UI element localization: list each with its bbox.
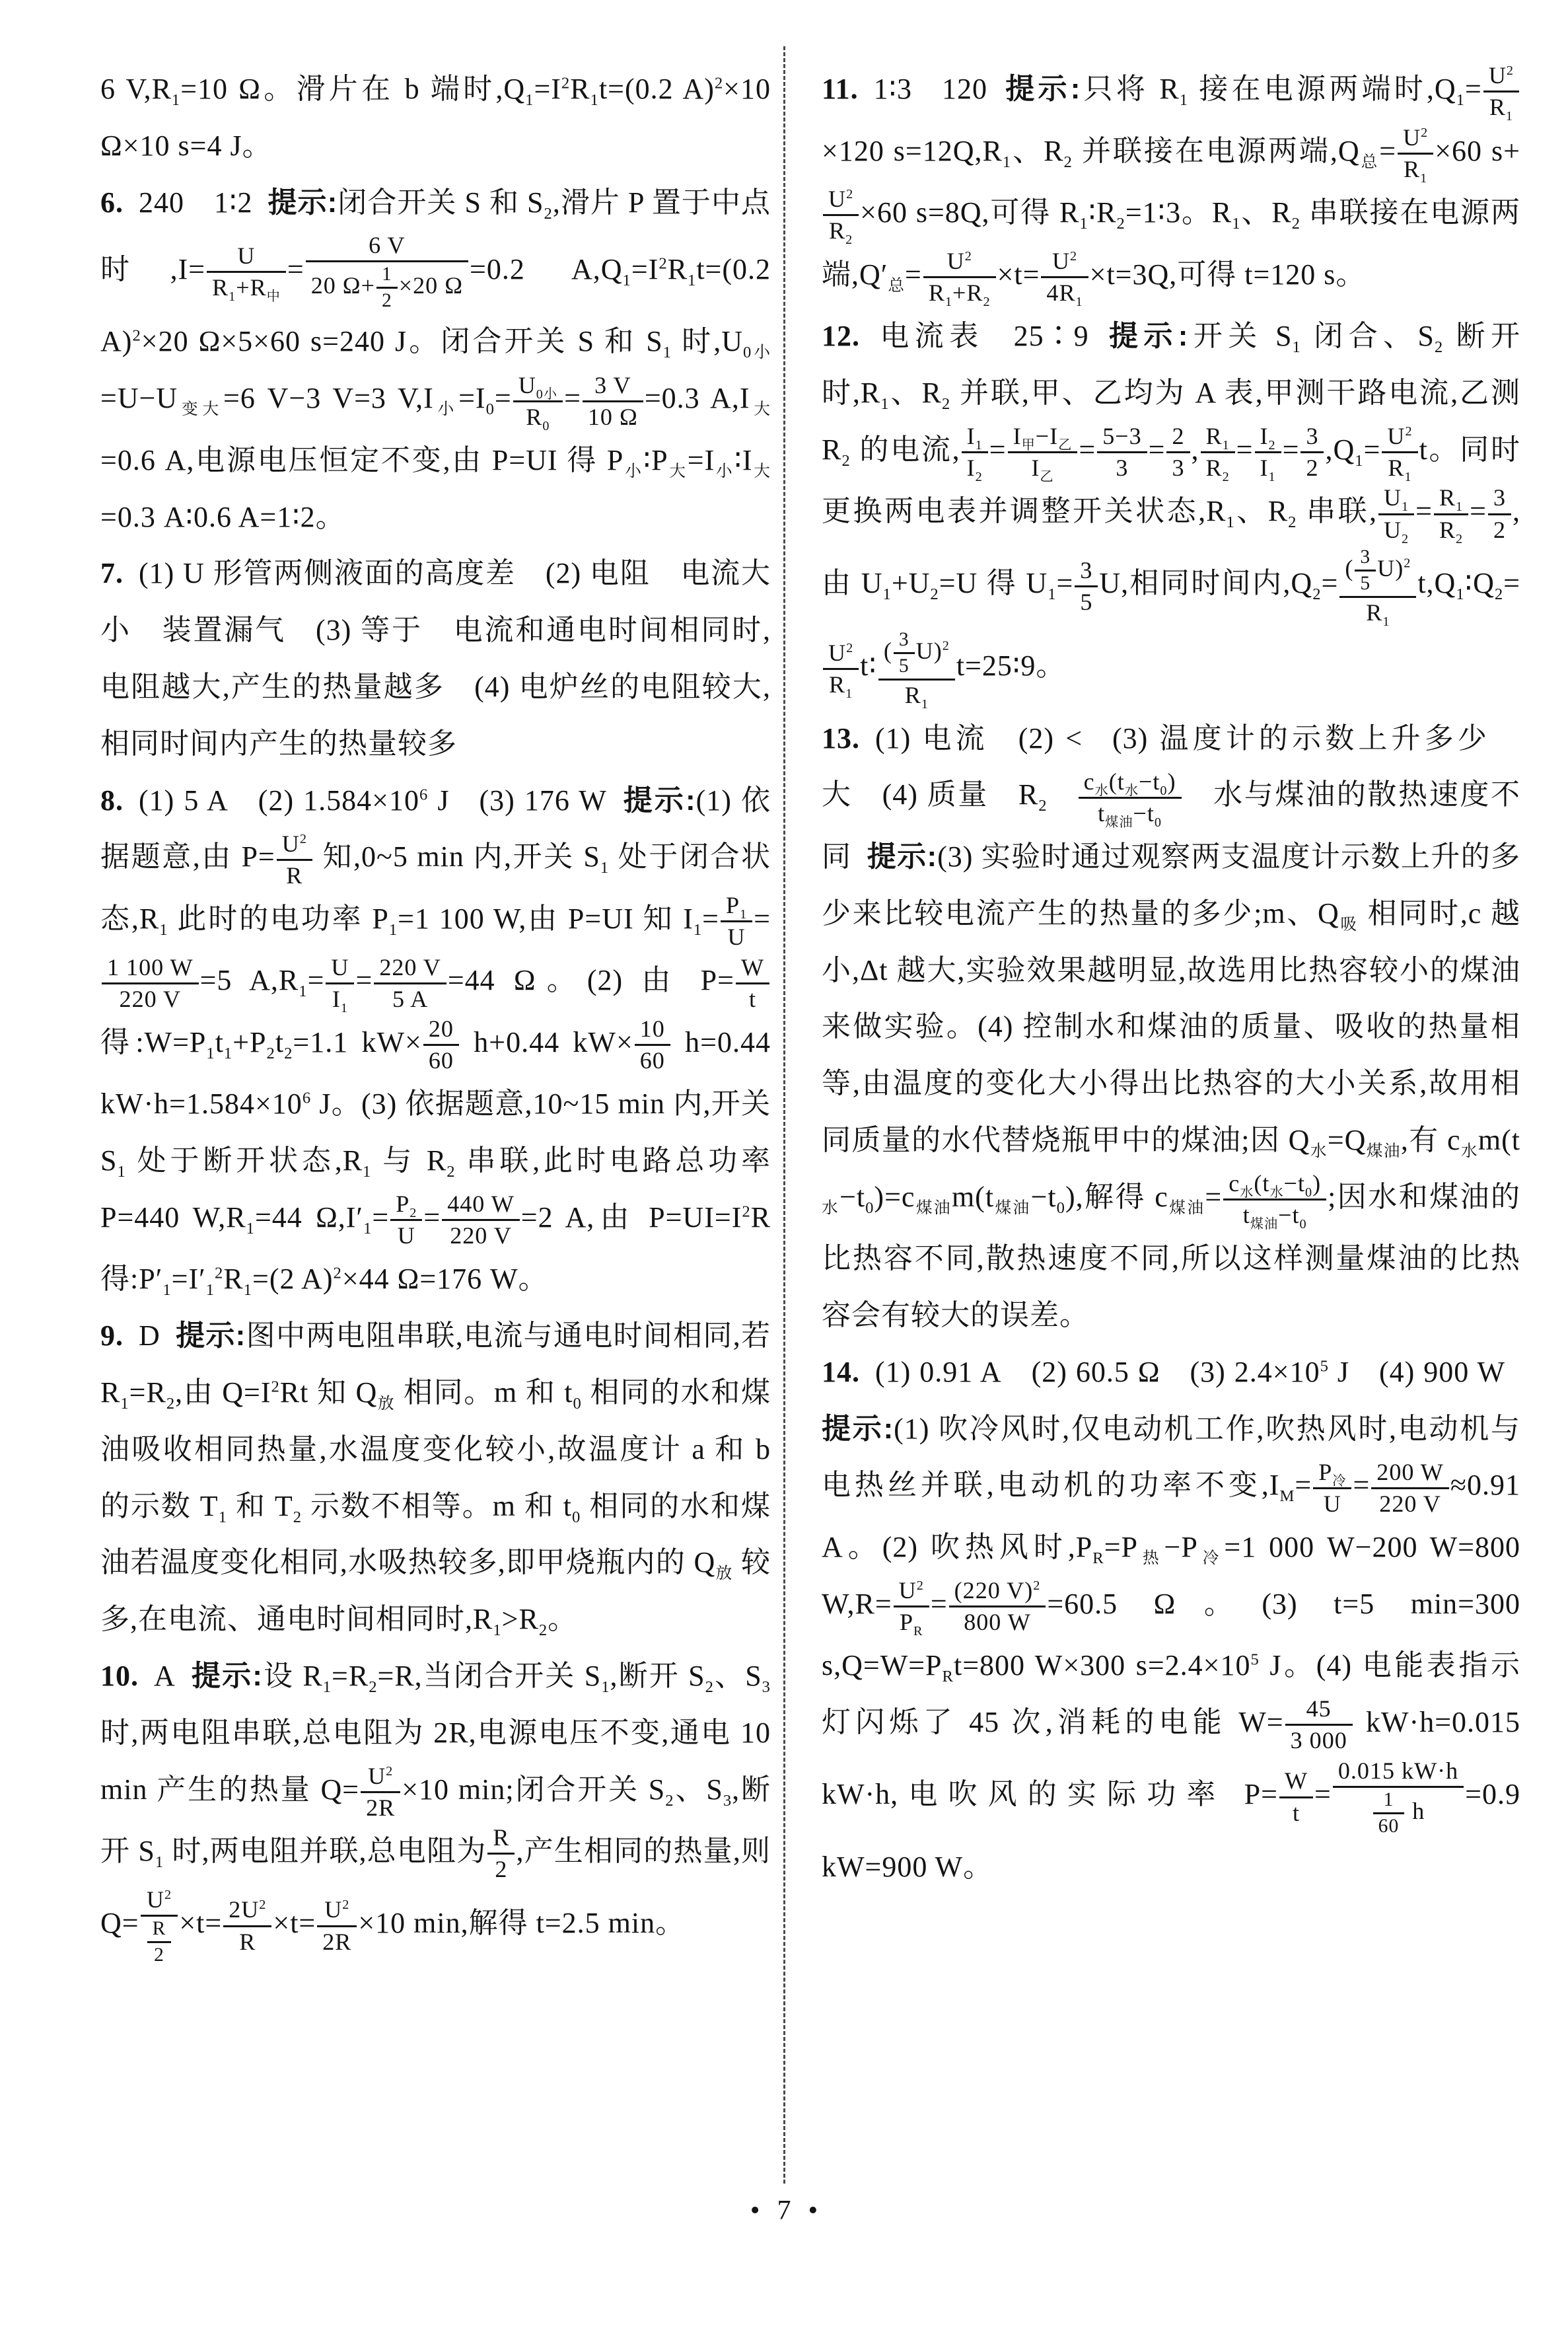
- fraction: $\frac{3 V}{10 \Omega}$: [583, 371, 643, 432]
- fraction: $\frac{I_2}{I_1}$: [1255, 422, 1281, 483]
- problem-number: 7.: [100, 557, 124, 590]
- continuation-text: 6 $V,R_1=10$ Ω。滑片在 b 端时$,Q_1=I^2R_1t=(0.2$ A)$^2$×10 Ω×10 s=4 J。: [100, 73, 771, 162]
- fraction: $\frac{1}{60}$: [1373, 1788, 1405, 1839]
- fraction: $\frac{3}{2}$: [1301, 422, 1324, 483]
- problem-block: [822, 308, 1520, 710]
- problem-number: 6.: [100, 186, 124, 219]
- problem-block: [100, 174, 771, 546]
- hint-text: 图中两电阻串联,电流与通电时间相同,若 $R_1=R_2$,由 $Q=I^2Rt$ 知 $Q_放$ 相同。m 和 $t_0$ 相同的水和煤油吸收相同热量,水温度变化较小,故温度计 a 和 b 的示数 $T_1$ 和 $T_2$ 示数不相等。m 和 $t_0$ 相同的水和煤油若温度变化相同,水吸热较多,即甲烧瓶内的 $Q_放$ 较多,在电流、通电时间相同时$,R_1>R_2$。: [100, 1319, 771, 1639]
- fraction: $\frac{U^2}{R}$: [277, 829, 312, 891]
- fraction: $\frac{U^2}{\frac{R}{2}}$: [141, 1885, 178, 1968]
- fraction: $\frac{P_1}{U}$: [721, 891, 752, 952]
- problem-number: 9.: [100, 1319, 124, 1352]
- hint-label: 提示:: [267, 186, 338, 219]
- fraction: $\frac{3}{5}$: [894, 628, 915, 679]
- problem-number: 11.: [822, 73, 859, 105]
- hint-text: (1) 依据题意,由 P= $\frac{U^2}{R}$ 知,0~5 min 内,开关 $S_1$ 处于闭合状态$,R_1$ 此时的电功率 $P_1=1$ 100 W,由 P=UI 知 $I_1=$ $\frac{P_1}{U}$ = $\frac{1 100 W}{220 V}$ =5 $A,R_1=$ $\frac{U}{I_1}$ = $\frac{220 V}{5 A}$ =44 Ω。(2) 由 P= $\frac{W}{t}$ 得$:W=P_1t_1+P_2t_2=1.1$ kW× $\frac{20}{60}$ h+0.44 kW× $\frac{10}{60}$ h=0.44 $kW\cdot h=1.584\times 10^6$ J。(3) 依据题意,10~15 min 内,开关 $S_1$ 处于断开状态$,R_1$ 与 $R_2$ 串联,此时电路总功率 P=440 $W,R_1=44$ $\Omega,I'_1=$ $\frac{P_2}{U}$ = $\frac{440 W}{220 V}$ =2 A,由 $P=UI=I^2R$ 得$:P'_1=I'_1^2R_1=(2$ A)$^2$×44 Ω=176 W。: [100, 784, 771, 1300]
- fraction: $\frac{U^2}{R_1}$: [1398, 123, 1433, 184]
- problem-number: 8.: [100, 784, 124, 817]
- hint-label: 提示:: [190, 1659, 263, 1692]
- problem-block: [100, 772, 771, 1308]
- fraction: $\frac{W}{t}$: [1279, 1766, 1313, 1827]
- fraction: $\frac{45}{3 000}$: [1285, 1694, 1353, 1755]
- fraction: $\frac{R_1}{R_2}$: [1434, 483, 1468, 544]
- fraction: $\frac{U^2}{4R_1}$: [1041, 246, 1088, 308]
- answer-text: (1) 5 A (2) $1.584\times 10^6$ J (3) 176 W: [139, 784, 607, 817]
- answer-text: (1) 0.91 A (2) 60.5 Ω (3) $2.4\times 10^5$ J (4) 900 W: [875, 1355, 1505, 1388]
- fraction: ( $\frac{3}{5}$ U)$^2$ $R_1$: [1339, 545, 1416, 628]
- hint-text: 开关 $S_1$ 闭合、$S_2$ 断开时$,R_1$、$R_2$ 并联,甲、乙均为 A 表,甲测干路电流,乙测 $R_2$ 的电流, $\frac{I_1}{I_2}$ = $\frac{I_甲-I_乙}{I_乙}$ = $\frac{5-3}{3}$ = $\frac{2}{3}$ , $\frac{R_1}{R_2}$ = $\frac{I_2}{I_1}$ = $\frac{3}{2}$ $,Q_1=$ $\frac{U^2}{R_1}$ t。同时更换两电表并调整开关状态$,R_1$、$R_2$ 串联, $\frac{U_1}{U_2}$ = $\frac{R_1}{R_2}$ = $\frac{3}{2}$ ,由 $U_1+U_2=U$ 得 $U_1=$ $\frac{3}{5}$ U,相同时间内$,Q_2=$ ( $\frac{3}{5}$ U)$^2$ $R_1$ $t,Q_1∶Q_2=$ $\frac{U^2}{R_1}$ t∶ ( $\frac{3}{5}$ U)$^2$ $R_1$ t=25∶9。: [822, 320, 1520, 712]
- column-right: [822, 61, 1520, 1895]
- column-divider: [783, 46, 785, 2184]
- fraction: $\frac{3}{5}$: [1075, 556, 1098, 617]
- hint-label: 提示:: [175, 1319, 246, 1352]
- fraction: $\frac{220 V}{5 A}$: [374, 953, 446, 1014]
- fraction: $\frac{U_1}{U_2}$: [1378, 483, 1414, 544]
- fraction: 0.015 kW·h $\frac{1}{60}$ h: [1333, 1756, 1464, 1839]
- fraction: $\frac{U_{0小}}{R_0}$: [513, 371, 563, 432]
- answer-text: D: [139, 1319, 160, 1352]
- fraction: $\frac{10}{60}$: [635, 1014, 670, 1076]
- answer-text: 240 1∶2: [139, 186, 253, 219]
- fraction: $\frac{3}{5}$: [1355, 545, 1376, 596]
- problem-number: 10.: [100, 1659, 139, 1692]
- footer-left-dot: •: [750, 2196, 760, 2226]
- fraction: $\frac{U^2}{R_1}$: [823, 638, 859, 700]
- answer-text: 电流表 25∶9: [875, 320, 1089, 352]
- fraction: $\frac{I_1}{I_2}$: [962, 422, 988, 483]
- column-left: [100, 61, 771, 1968]
- fraction: $\frac{U}{I_1}$: [326, 953, 354, 1014]
- fraction: $\frac{U}{R_1+R_中}$: [207, 241, 286, 303]
- problem-block: [100, 545, 771, 772]
- fraction: 6 V 20 Ω+ $\frac{1}{2}$ ×20 Ω: [306, 231, 468, 313]
- fraction: $\frac{20}{60}$: [423, 1014, 459, 1076]
- fraction: $\frac{(220 V)^2}{800 W}$: [949, 1576, 1046, 1637]
- answer-text: (1) 电流 (2) < (3) 温度计的示数上升多少 大 (4) 质量 $R_2$ $\frac{c_水(t_水-t_0)}{t_{煤油}-t_0}$ 水与煤油的散热速度不同: [822, 721, 1520, 873]
- fraction: $\frac{W}{t}$: [736, 953, 769, 1014]
- fraction: $\frac{200 W}{220 V}$: [1371, 1458, 1449, 1519]
- problem-block: [100, 1648, 771, 1968]
- hint-text: 闭合开关 S 和 $S_2$,滑片 P 置于中点时,I= $\frac{U}{R_1+R_中}$ = 6 V 20 Ω+ $\frac{1}{2}$ ×20 Ω =0.2 $A,Q_1=I^2R_1t=(0.2$ A)$^2$×20 Ω×5×60 s=240 J。闭合开关 S 和 $S_1$ 时$,U_{0小}=U-U_{变大}=6$ V−3 V=3 $V,I_小=I_0=$ $\frac{U_{0小}}{R_0}$ = $\frac{3 V}{10 \Omega}$ =0.3 $A,I_大=0.6$ A,电源电压恒定不变,由 P=UI 得 $P_小∶P_大=I_小∶I_大=0.3$ A∶0.6 A=1∶2。: [100, 186, 771, 533]
- hint-label: 提示:: [1104, 320, 1189, 352]
- fraction: $\frac{R}{2}$: [487, 1823, 515, 1884]
- fraction: $\frac{U^2}{R_1}$: [1382, 422, 1417, 483]
- problem-number: 12.: [822, 320, 860, 352]
- fraction: $\frac{R}{2}$: [147, 1917, 172, 1968]
- hint-label: 提示:: [1003, 73, 1081, 105]
- page-footer: [0, 2195, 1568, 2227]
- problem-number: 13.: [822, 721, 860, 755]
- hint-text: 设 $R_1=R_2=R$,当闭合开关 $S_1$,断开 $S_2$、$S_3$ 时,两电阻串联,总电阻为 2R,电源电压不变,通电 10 min 产生的热量 Q= $\frac{U^2}{2R}$ ×10 min;闭合开关 $S_2$、$S_3$,断开 $S_1$ 时,两电阻并联,总电阻为 $\frac{R}{2}$ ,产生相同的热量,则 Q= $\frac{U^2}{\frac{R}{2}}$ ×t= $\frac{2U^2}{R}$ ×t= $\frac{U^2}{2R}$ ×10 min,解得 t=2.5 min。: [100, 1660, 771, 1939]
- hint-text: (3) 实验时通过观察两支温度计示数上升的多少来比较电流产生的热量的多少;m、$Q_吸$ 相同时,c 越小,Δt 越大,实验效果越明显,故选用比热容较小的煤油来做实验。(4) 控制水和煤油的质量、吸收的热量相等,由温度的变化大小得出比热容的大小关系,故用相同质量的水代替烧瓶甲中的煤油;因 $Q_水=Q_{煤油}$,有 $c_水m(t_水-t_0)=c_{煤油}m(t_{煤油}-t_0)$,解得 $c_{煤油}=$ $\frac{c_水(t_水-t_0)}{t_{煤油}-t_0}$ ;因水和煤油的比热容不同,散热速度不同,所以这样测量煤油的比热容会有较大的误差。: [822, 840, 1520, 1332]
- fraction: $\frac{U^2}{2R}$: [361, 1761, 400, 1823]
- answer-text: (1) U 形管两侧液面的高度差 (2) 电阻 电流大小 装置漏气 (3) 等于 电流和通电时间相同时,电阻越大,产生的热量越多 (4) 电炉丝的电阻较大,相同时间内产生的热量较多: [100, 557, 771, 760]
- fraction: $\frac{P_冷}{U}$: [1313, 1458, 1351, 1519]
- hint-label: 提示:: [822, 1412, 894, 1445]
- fraction: $\frac{U^2}{P_R}$: [894, 1576, 929, 1637]
- fraction: $\frac{U^2}{R_1+R_2}$: [923, 246, 996, 308]
- fraction: $\frac{c_水(t_水-t_0)}{t_{煤油}-t_0}$: [1079, 767, 1182, 829]
- problem-block: [822, 710, 1520, 1344]
- problem-block: [822, 61, 1520, 308]
- hint-text: 只将 $R_1$ 接在电源两端时$,Q_1=$ $\frac{U^2}{R_1}$ ×120 $s=12Q,R_1$、$R_2$ 并联接在电源两端$,Q_总=$ $\frac{U^2}{R_1}$ ×60 s+ $\frac{U^2}{R_2}$ ×60 s=8Q,可得 $R_1∶R_2=1∶3$。$R_1$、$R_2$ 串联接在电源两端$,Q'_总=$ $\frac{U^2}{R_1+R_2}$ ×t= $\frac{U^2}{4R_1}$ ×t=3Q,可得 t=120 s。: [822, 62, 1520, 310]
- fraction: $\frac{1}{2}$: [376, 262, 398, 313]
- answer-text: 1∶3 120: [873, 73, 988, 105]
- fraction: $\frac{c_水(t_水-t_0)}{t_{煤油}-t_0}$: [1223, 1169, 1326, 1230]
- fraction: $\frac{U^2}{R_1}$: [1483, 61, 1519, 122]
- problem-number: 14.: [822, 1355, 860, 1388]
- fraction: $\frac{3}{2}$: [1488, 483, 1511, 544]
- continuation-block: [100, 61, 771, 174]
- answer-text: A: [154, 1659, 176, 1692]
- hint-label: 提示:: [867, 840, 938, 873]
- fraction: $\frac{I_甲-I_乙}{I_乙}$: [1008, 422, 1078, 483]
- problem-block: [822, 1344, 1520, 1896]
- footer-right-dot: •: [808, 2196, 818, 2226]
- problem-block: [100, 1308, 771, 1648]
- fraction: $\frac{1 100 W}{220 V}$: [102, 953, 199, 1014]
- fraction: $\frac{2U^2}{R}$: [223, 1895, 271, 1956]
- hint-label: 提示:: [622, 784, 696, 817]
- fraction: $\frac{U^2}{R_2}$: [823, 184, 859, 246]
- page-number: 7: [777, 2196, 791, 2226]
- fraction: $\frac{440 W}{220 V}$: [442, 1189, 520, 1251]
- fraction: $\frac{R_1}{R_2}$: [1201, 422, 1235, 483]
- fraction: $\frac{5-3}{3}$: [1097, 422, 1147, 483]
- fraction: ( $\frac{3}{5}$ U)$^2$ $R_1$: [878, 628, 955, 710]
- fraction: $\frac{U^2}{2R}$: [317, 1895, 357, 1956]
- fraction: $\frac{2}{3}$: [1166, 422, 1190, 483]
- hint-text: (1) 吹冷风时,仅电动机工作,吹热风时,电动机与电热丝并联,电动机的功率不变$,I_M=$ $\frac{P_冷}{U}$ = $\frac{200 W}{220 V}$ ≈0.91 A。(2) 吹热风时$,P_R=P_热-P_冷=1$ 000 W−200 W=800 W,R= $\frac{U^2}{P_R}$ = $\frac{(220 V)^2}{800 W}$ =60.5 Ω。(3) t=5 min=300 $s,Q=W=P_Rt=800$ W×300 $s=2.4\times 10^5$ J。(4) 电能表指示灯闪烁了 45 次,消耗的电能 W= $\frac{45}{3 000}$ kW·h=0.015 kW·h,电吹风的实际功率 P= $\frac{W}{t}$ = 0.015 kW·h $\frac{1}{60}$ h =0.9 kW=900 W。: [822, 1412, 1521, 1883]
- fraction: $\frac{P_2}{U}$: [390, 1189, 422, 1251]
